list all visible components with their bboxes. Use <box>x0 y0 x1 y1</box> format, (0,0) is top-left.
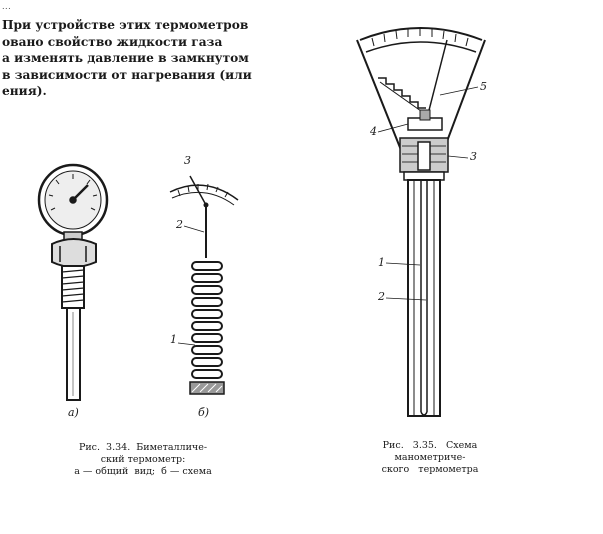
label-4-right: 4 <box>370 125 377 138</box>
caption-right <box>340 440 520 476</box>
header-garbled-text: ... <box>2 2 12 11</box>
caption-left <box>28 442 258 478</box>
paragraph-line: в зависимости от нагревания (или <box>2 67 252 82</box>
caption-line: а — общий вид; б — схема <box>74 466 212 477</box>
label-b: б) <box>198 406 210 419</box>
label-5-right: 5 <box>480 80 487 93</box>
caption-line: Рис. 3.35. Схема <box>382 440 478 451</box>
paragraph-line: овано свойство жидкости газа <box>2 34 223 49</box>
label-3-left: 3 <box>184 154 191 167</box>
manometric-thermometer-scheme <box>357 28 485 416</box>
label-2-right: 2 <box>378 290 385 303</box>
caption-line: ского термометра <box>381 464 479 475</box>
label-1-left: 1 <box>170 333 177 346</box>
label-2-left: 2 <box>176 218 183 231</box>
caption-line: ский термометр: <box>100 454 186 465</box>
bimetal-thermometer-view <box>39 165 107 400</box>
label-1-right: 1 <box>378 256 385 269</box>
bimetal-scheme <box>170 176 238 394</box>
label-a: а) <box>68 406 79 419</box>
paragraph-line: а изменять давление в замкнутом <box>2 51 249 66</box>
caption-line: манометриче- <box>394 452 466 463</box>
caption-line: Рис. 3.34. Биметалличе- <box>78 442 208 453</box>
paragraph-line: При устройстве этих термометров <box>2 18 249 32</box>
paragraph-line: ения). <box>2 84 47 99</box>
label-3-right: 3 <box>470 150 477 163</box>
